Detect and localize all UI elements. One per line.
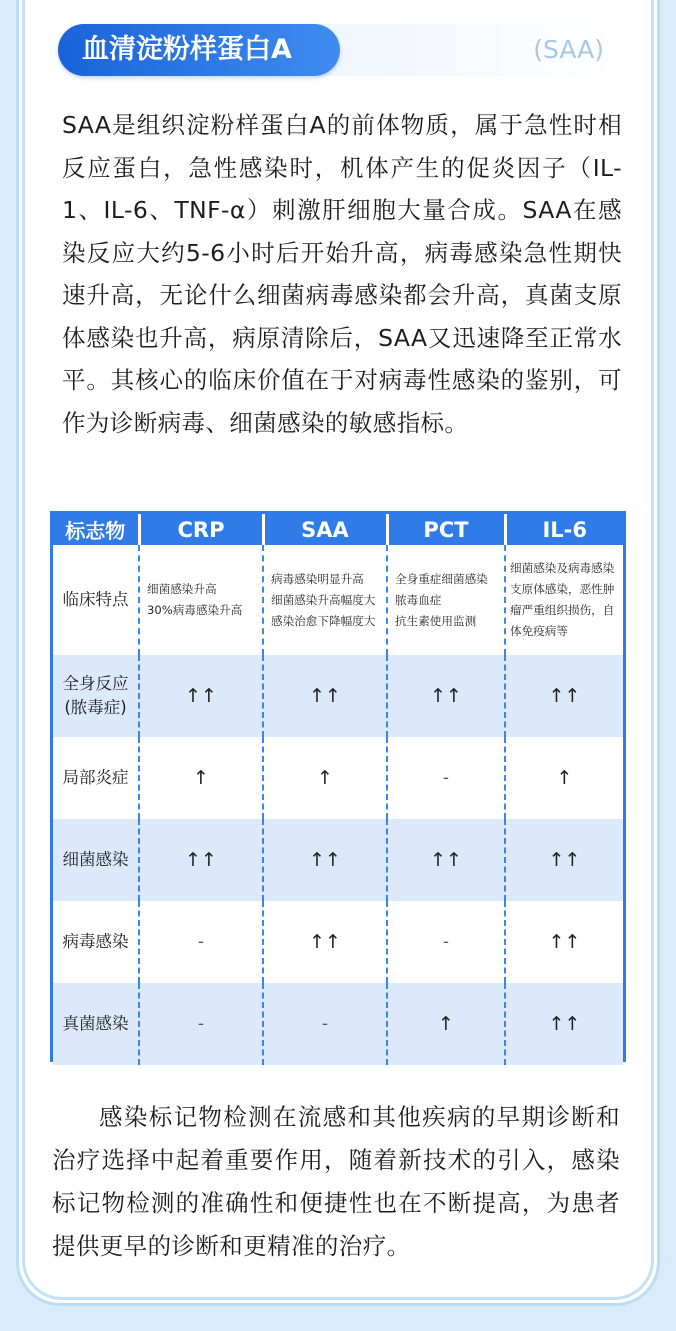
cell-saa: ↑ — [263, 737, 387, 819]
cell-saa — [263, 545, 387, 655]
cell-saa: ↑↑ — [263, 819, 387, 901]
cell-crp — [139, 545, 263, 655]
cell-crp: - — [139, 901, 263, 983]
cell-pct: ↑↑ — [387, 819, 505, 901]
cell-line: 病毒感染明显升高 — [271, 571, 364, 586]
intro-paragraph: SAA是组织淀粉样蛋白A的前体物质，属于急性时相反应蛋白，急性感染时，机体产生的促炎因子（IL-1、IL-6、TNF-α）刺激肝细胞大量合成。SAA在感染反应大约5-6小时后开始升高，病毒感染急性期快速升高，无论什么细菌病毒感染都会升高，真菌支原体感染也升高，病原清除后，SAA又迅速降至正常水平。其核心的临床价值在于对病毒性感染的鉴别，可作为诊断病毒、细菌感染的敏感指标。 — [62, 111, 622, 437]
cell-il6: ↑↑ — [505, 901, 623, 983]
cell-il6: ↑↑ — [505, 655, 623, 737]
cell-line: 全身重症细菌感染 — [395, 571, 488, 586]
table-row-clinical — [53, 545, 623, 655]
table-row — [53, 983, 623, 1065]
cell-il6: ↑ — [505, 737, 623, 819]
header-crp: CRP — [139, 514, 263, 545]
cell-saa: - — [263, 983, 387, 1065]
cell-line: 感染治愈下降幅度大 — [271, 613, 376, 628]
header-saa: SAA — [263, 514, 387, 545]
section-title: 血清淀粉样蛋白A — [82, 34, 292, 65]
cell-pct: - — [387, 737, 505, 819]
cell-il6: ↑↑ — [505, 983, 623, 1065]
header-pct: PCT — [387, 514, 505, 545]
cell-line: 脓毒血症 — [395, 592, 442, 607]
cell-crp: - — [139, 983, 263, 1065]
cell-saa: ↑↑ — [263, 901, 387, 983]
cell-il6: ↑↑ — [505, 819, 623, 901]
row-label: 真菌感染 — [53, 983, 139, 1065]
section-abbreviation: (SAA) — [533, 35, 604, 64]
cell-crp: ↑ — [139, 737, 263, 819]
marker-comparison-table — [50, 511, 626, 1062]
row-label: 局部炎症 — [62, 768, 129, 787]
row-label: 临床特点 — [62, 590, 129, 609]
row-label — [53, 655, 139, 737]
cell-pct — [387, 545, 505, 655]
cell-crp: ↑↑ — [139, 655, 263, 737]
table-header-row — [53, 514, 623, 545]
comparison-table — [53, 514, 623, 1065]
cell-line: 30%病毒感染升高 — [147, 603, 243, 617]
row-label: 细菌感染 — [53, 819, 139, 901]
table-row — [53, 901, 623, 983]
table-row — [53, 737, 623, 819]
cell-pct: ↑ — [387, 983, 505, 1065]
row-label-line: (脓毒症) — [64, 698, 127, 717]
closing-paragraph: 感染标记物检测在流感和其他疾病的早期诊断和治疗选择中起着重要作用，随着新技术的引入，感染标记物检测的准确性和便捷性也在不断提高，为患者提供更早的诊断和更精准的治疗。 — [52, 1103, 620, 1260]
header-marker: 标志物 — [53, 514, 139, 545]
cell-pct: ↑↑ — [387, 655, 505, 737]
header-il6: IL-6 — [505, 514, 623, 545]
cell-crp: ↑↑ — [139, 819, 263, 901]
cell-line: 抗生素使用监测 — [395, 613, 477, 628]
cell-pct: - — [387, 901, 505, 983]
cell-line: 细菌感染升高 — [147, 582, 217, 596]
cell-saa: ↑↑ — [263, 655, 387, 737]
table-row — [53, 819, 623, 901]
row-label: 病毒感染 — [62, 932, 129, 951]
cell-il6: 细菌感染及病毒感染支原体感染，恶性肿瘤严重组织损伤，自体免疫病等 — [505, 545, 623, 655]
cell-line: 细菌感染升高幅度大 — [271, 592, 376, 607]
table-row — [53, 655, 623, 737]
row-label-line: 全身反应 — [62, 674, 129, 693]
